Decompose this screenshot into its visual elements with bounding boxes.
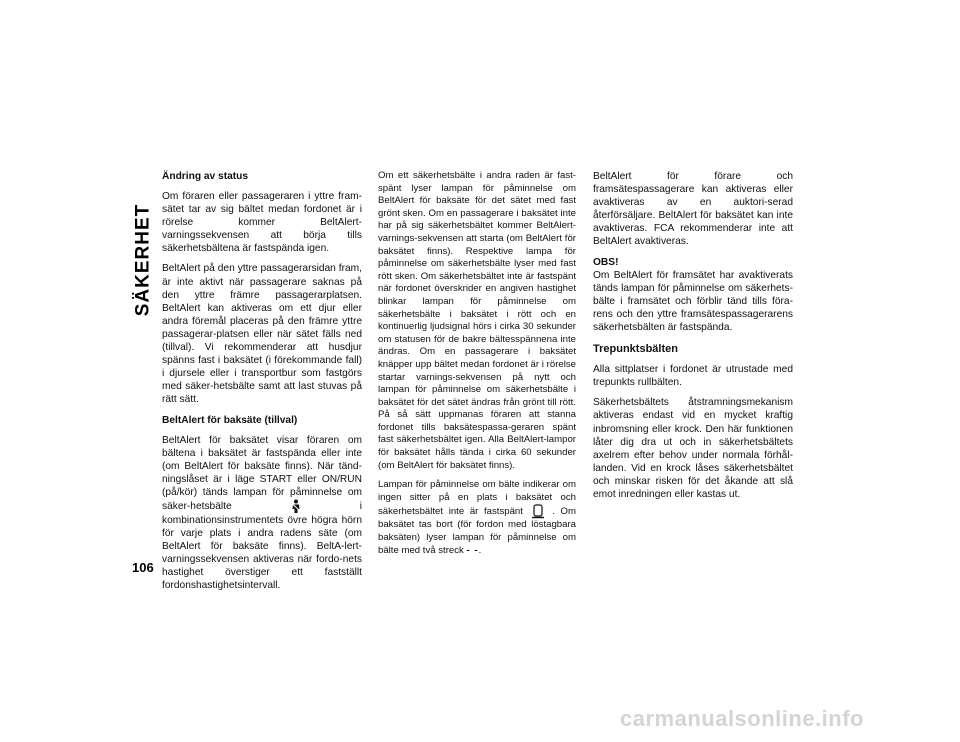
note-text: Om BeltAlert för framsätet har avaktiverats tänds lampan för påminnelse om säkerhets-bälte i framsätet och förblir tänd tills föra-rens och den yttre framsätespassagerarens säkerhetsbälten är fastspända. [593,269,793,334]
rear-seatbelt-reminder-icon [289,499,303,514]
paragraph: Om ett säkerhetsbälte i andra raden är fast-spänt lyser lampan för påminnelse om BeltAlert för baksäte för det sätet med fast grönt sken. Om en passagerare i baksätet inte har på sig säkerhetsbältet kommer BeltAlert-varnings-sekvensen att starta (om BeltAlert för baksätet finns). Respektive lampa för påminnelse om säkerhetsbälte lyser med fast rött sken. Om säkerhetsbältet inte är fastspänt när fordonet överskrider en angiven hastighet blinkar lampan för påminnelse om säkerhetsbälte i baksätet i rött och en kontinuerlig ljudsignal hörs i cirka 30 sekunder om statusen för de bakre bältesspännena inte ändras. Om en passagerare i baksätet knäpper upp bältet medan fordonet är i rörelse startar varnings-sekvensen på nytt och lampan för påminnelse om säkerhetsbälte i baksätet för det sätet ändras från grönt till rött. På så sätt uppmanas föraren att stanna fordonet tills baksätespassa-geraren spänt fast säkerhetsbältet igen. Alla BeltAlert-lampor för baksätet hålls tända i cirka 60 sekunder (om BeltAlert för baksätet finns). [378,170,576,471]
page-number: 106 [132,560,154,575]
paragraph: BeltAlert på den yttre passagerarsidan fram, är inte aktivt när passagerare saknas på den yttre främre passagerarplatsen. BeltAlert kan aktiveras om ett djur eller andra föremål placeras på den främre yttre passagerar-platsen eller när sätet fälls ned (tillval). Vi rekommenderar att husdjur spänns fast i baksätet (i förekommande fall) i djursele eller i transportbur som fastgörs med säker-hetsbälte samt att last stuvas på rätt sätt. [162,263,362,406]
paragraph: Alla sittplatser i fordonet är utrustade med trepunkts rullbälten. [593,364,793,389]
paragraph: Säkerhetsbältets åtstramningsmekanism aktiveras endast vid en mycket kraftig inbromsning eller krock. Den här funktionen låter dig dra ut och in säkerhetsbältets axelrem efter behov under normala förhål-landen. Vid en krock låses säkerhetsbältet och minskar risken för det åkande att slå emot inredningen eller kastas ut. [593,397,793,500]
column-3 [593,170,793,508]
heading-three-point-belts: Trepunktsbälten [593,343,678,356]
heading-status-change: Ändring av status [162,171,249,182]
watermark: carmanualsonline.info [620,706,864,731]
paragraph: Om föraren eller passageraren i yttre fram-sätet tar av sig bältet medan fordonet är i rörelse kommer BeltAlert-varningssekvensen att börja tills säkerhetsbältena är fastspända igen. [162,191,362,255]
two-dashes-indicator: - - [466,544,479,556]
note-label: OBS! [593,256,619,268]
column-2 [378,170,576,564]
heading-rear-beltalert: BeltAlert för baksäte (tillval) [162,414,298,426]
empty-seat-belt-icon [531,504,545,519]
section-tab-label: SÄKERHET [132,203,154,317]
paragraph: BeltAlert för förare och framsätespassagerare kan aktiveras eller avaktiveras av en auktori-serad återförsäljare. BeltAlert för baksätet kan inte avaktiveras. FCA rekommenderar inte att BeltAlert avaktiveras. [593,171,793,248]
section-tab [130,140,156,380]
column-1 [162,170,362,600]
paragraph: BeltAlert för baksätet visar föraren om bältena i baksätet är fastspända eller inte (om BeltAlert för baksäte finns). När tänd-ningslåset är i läge START eller ON/RUN (på/kör) tänds lampan för påminnelse om säker-hetsbälte i kombinationsinstrumentets övre högra hörn för varje plats i andra radens säte (om BeltAlert för baksäte finns). BeltA-lert-varningssekvensen aktiveras när fordo-nets hastighet överstiger ett fastställt fordonshastighetsintervall. [162,434,362,592]
paragraph: Lampan för påminnelse om bälte indikerar om ingen sitter på en plats i baksätet och säkerhetsbältet inte är fastspänt . Om baksätet tas bort (för fordon med löstagbara baksäten) lyser lampan för påminnelse om bälte med två streck - -. [378,479,576,556]
note-block [593,256,793,335]
